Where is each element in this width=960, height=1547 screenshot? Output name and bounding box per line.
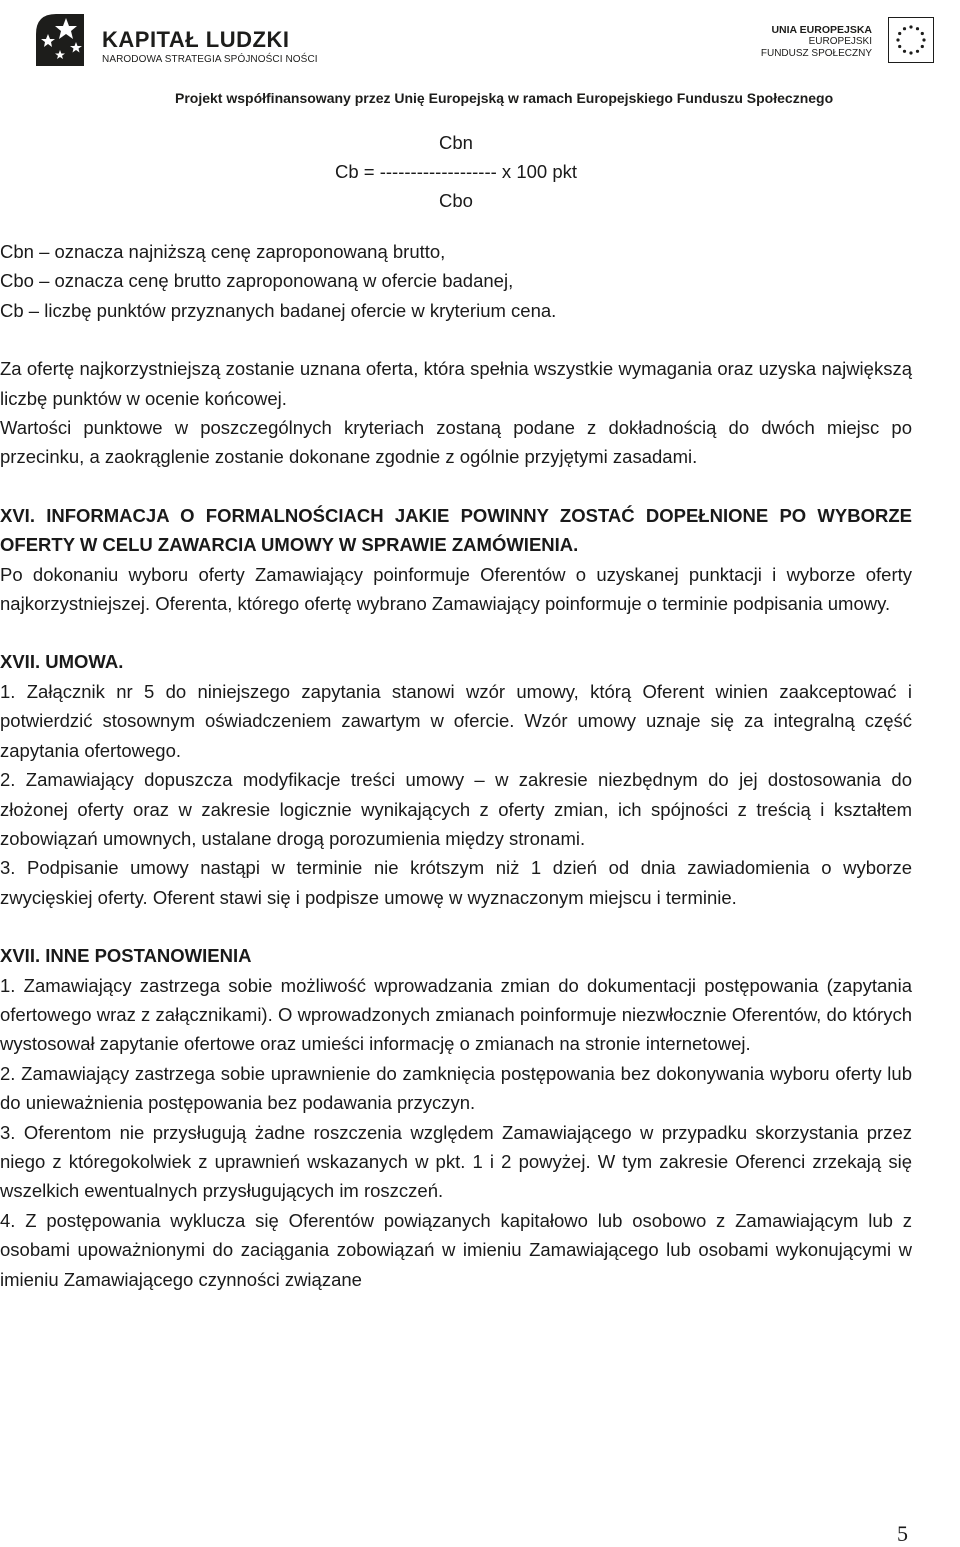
definition-cbn: Cbn – oznacza najniższą cenę zaproponowaną brutto, — [0, 241, 446, 262]
page-header — [0, 0, 960, 110]
other-provisions-item: 4. Z postępowania wyklucza się Oferentów powiązanych kapitałowo lub osobowo z Zamawiającym lub z osobami upoważnionymi do zaciągania zobowiązań w imieniu Zamawiającego lub osobami wykonującymi w imieniu Zamawiającego czynności związane — [0, 1209, 912, 1290]
paragraph-point-values: Wartości punktowe w poszczególnych kryteriach zostaną podane z dokładnością do dwóch miejsc po przecinku, a zaokrąglenie zostanie dokonane zgodnie z ogólnie przyjętymi zasadami. — [0, 417, 912, 468]
section-xvii-item: 3. Podpisanie umowy nastąpi w terminie nie krótszym niż 1 dzień od dnia zawiadomienia o wyborze zwycięskiej oferty. Oferent stawi się i podpisze umowę w wyznaczonym miejscu i terminie. — [0, 857, 912, 908]
eu-line-2: EUROPEJSKI — [808, 36, 872, 47]
section-other-provisions-heading: XVII. INNE POSTANOWIENIA — [0, 945, 252, 967]
other-provisions-item: 2. Zamawiający zastrzega sobie uprawnienie do zamknięcia postępowania bez dokonywania wyboru oferty lub do unieważnienia postępowania bez podawania przyczyn. — [0, 1062, 912, 1114]
paragraph-best-offer: Za ofertę najkorzystniejszą zostanie uznana oferta, która spełnia wszystkie wymagania oraz uzyska największą liczbę punktów w ocenie końcowej. — [0, 358, 912, 409]
formula-equation: Cb = ------------------- x 100 pkt — [335, 161, 577, 182]
formula-definitions — [0, 237, 912, 325]
section-xvii-item: 1. Załącznik nr 5 do niniejszego zapytania stanowi wzór umowy, którą Oferent winien zaakceptować i potwierdzić stosownym oświadczeniem zawartym w ofercie. Wzór umowy uznaje się za integralną część zapytania ofertowego. — [0, 680, 912, 761]
page-number: 5 — [897, 1521, 908, 1546]
header-caption: Projekt współfinansowany przez Unię Europejską w ramach Europejskiego Funduszu Społecznego — [175, 90, 834, 106]
definition-cb: Cb – liczbę punktów przyznanych badanej ofercie w kryterium cena. — [0, 299, 557, 321]
section-xvi-heading: XVI. INFORMACJA O FORMALNOŚCIACH JAKIE POWINNY ZOSTAĆ DOPEŁNIONE PO WYBORZE OFERTY W CELU ZAWARCIA UMOWY W SPRAWIE ZAMÓWIENIA. — [0, 504, 912, 556]
section-xvii-item: 2. Zamawiający dopuszcza modyfikacje treści umowy – w zakresie niezbędnym do jej dostosowania do złożonej oferty oraz w zakresie logicznie wynikających z oferty zmian, ich spójności z treścią i kształtem zobowiązań umownych, ustalane drogą porozumienia między stronami. — [0, 769, 912, 849]
document-body — [0, 128, 912, 1294]
section-xvii-heading: XVII. UMOWA. — [0, 651, 124, 673]
other-provisions-item: 1. Zamawiający zastrzega sobie możliwość wprowadzania zmian do dokumentacji postępowania (zapytania ofertowego wraz z załącznikami). O wprowadzonych zmianach poinformuje niezwłocznie Oferentów, do których wystosował zapytanie ofertowe oraz umieści informację o zmianach na stronie internetowej. — [0, 974, 912, 1055]
eu-flag-icon — [888, 17, 934, 63]
formula-denominator: Cbo — [439, 190, 473, 211]
section-xvi-text: Po dokonaniu wyboru oferty Zamawiający poinformuje Oferentów o uzyskanej punktacji i wyborze oferty najkorzystniejszej. Oferenta, którego ofertę wybrano Zamawiający poinformuje o terminie podpisania umowy. — [0, 563, 912, 615]
kapital-ludzki-logo-icon — [30, 6, 90, 68]
score-formula — [0, 128, 912, 215]
eu-label — [761, 24, 872, 60]
formula-numerator: Cbn — [439, 132, 473, 153]
logo-subtitle: NARODOWA STRATEGIA SPÓJNOŚCI NOŚCI — [102, 54, 318, 65]
eu-name: UNIA EUROPEJSKA — [771, 24, 872, 36]
logo-name: KAPITAŁ LUDZKI — [102, 27, 290, 52]
other-provisions-item: 3. Oferentom nie przysługują żadne roszczenia względem Zamawiającego w przypadku skorzystania przez niego z któregokolwiek z uprawnień wskazanych w pkt. 1 i 2 powyżej. W tym zakresie Oferenci zrzekają się wszelkich ewentualnych przysługujących im roszczeń. — [0, 1121, 912, 1202]
eu-line-3: FUNDUSZ SPOŁECZNY — [760, 48, 872, 59]
definition-cbo: Cbo – oznacza cenę brutto zaproponowaną w ofercie badanej, — [0, 270, 514, 292]
